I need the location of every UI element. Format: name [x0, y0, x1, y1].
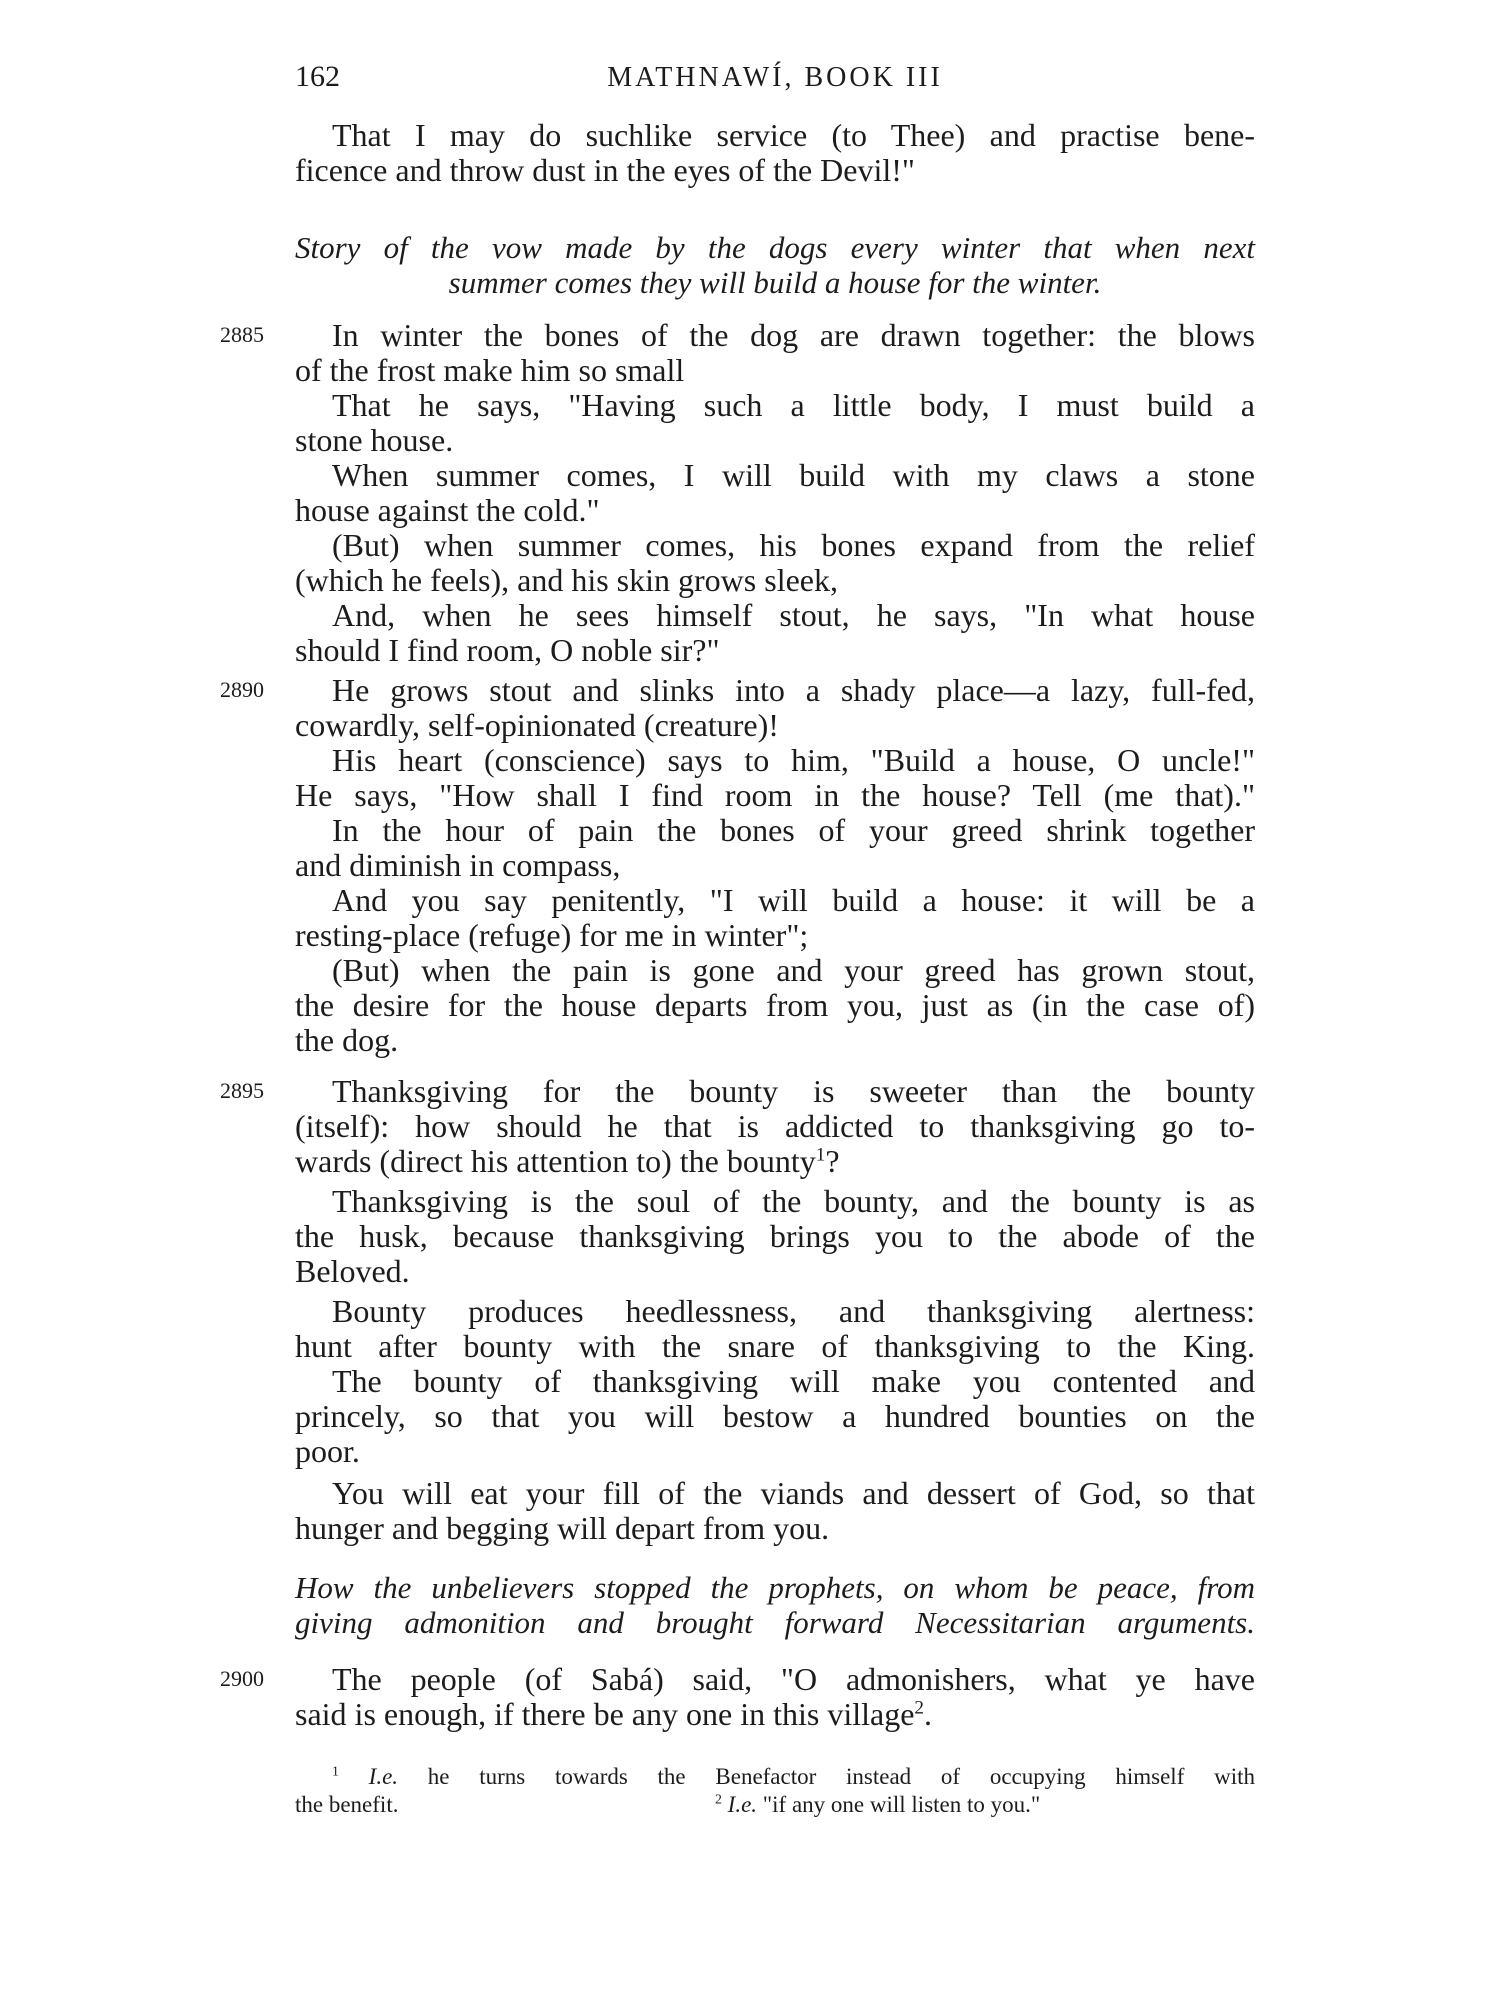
text-line: He grows stout and slinks into a shady place—a lazy, full-fed,: [332, 672, 1255, 708]
text-line: of the frost make him so small: [295, 352, 685, 388]
heading-line: Story of the vow made by the dogs every winter that when next: [295, 230, 1255, 265]
text-line: When summer comes, I will build with my claws a stone: [332, 457, 1255, 493]
text-line: And you say penitently, "I will build a house: it will be a: [332, 882, 1255, 918]
text-line: the husk, because thanksgiving brings you to the abode of the: [295, 1218, 1255, 1254]
footnote-2: [715, 1791, 1040, 1819]
text-line: hunger and begging will depart from you.: [295, 1510, 830, 1546]
text-line: hunt after bounty with the snare of thanksgiving to the King.: [295, 1328, 1255, 1364]
footnote-marker: 2: [715, 1791, 722, 1807]
text-line: That I may do suchlike service (to Thee) and practise bene-: [332, 117, 1255, 153]
text-line: should I find room, O noble sir?": [295, 632, 720, 668]
verse-number: 2885: [220, 322, 264, 347]
text-line: princely, so that you will bestow a hundred bounties on the: [295, 1398, 1255, 1434]
text-line: (itself): how should he that is addicted to thanksgiving go to-: [295, 1108, 1255, 1144]
verse-number: 2895: [220, 1078, 264, 1103]
text-line: cowardly, self-opinionated (creature)!: [295, 707, 779, 743]
footnote-text: "if any one will listen to you.": [762, 1792, 1041, 1817]
footnote-text: the benefit.: [295, 1792, 399, 1817]
text-line: Beloved.: [295, 1253, 410, 1289]
text-line: In winter the bones of the dog are drawn together: the blows: [332, 317, 1255, 353]
footnote-marker: 1: [332, 1763, 339, 1779]
heading-line: giving admonition and brought forward Necessitarian arguments.: [295, 1605, 1255, 1640]
text-line: poor.: [295, 1433, 360, 1469]
text-line: the desire for the house departs from you, just as (in the case of): [295, 987, 1255, 1023]
text-line: Thanksgiving for the bounty is sweeter than the bounty: [332, 1073, 1255, 1109]
text-segment: said is enough, if there be any one in this village: [295, 1696, 915, 1732]
text-line: said is enough, if there be any one in this village$^2$.: [295, 1696, 932, 1732]
text-line: And, when he sees himself stout, he says, "In what house: [332, 597, 1255, 633]
footnote-abbr: I.e.: [727, 1792, 758, 1817]
heading-line: summer comes they will build a house for the winter.: [448, 265, 1102, 300]
text-segment: wards (direct his attention to) the bounty: [295, 1143, 816, 1179]
heading-line: How the unbelievers stopped the prophets, on whom be peace, from: [295, 1570, 1255, 1605]
footnote-text: he turns towards the Benefactor instead of occupying himself with: [427, 1764, 1255, 1789]
text-line: wards (direct his attention to) the bounty$^1$?: [295, 1143, 840, 1179]
text-line: The bounty of thanksgiving will make you contented and: [332, 1363, 1255, 1399]
page-header: [295, 60, 1255, 110]
page-number: 162: [295, 60, 340, 93]
text-line: Bounty produces heedlessness, and thanksgiving alertness:: [332, 1293, 1255, 1329]
footnote-row: [295, 1791, 1255, 1819]
text-line: In the hour of pain the bones of your greed shrink together: [332, 812, 1255, 848]
verse-number: 2900: [220, 1666, 264, 1691]
text-line: and diminish in compass,: [295, 847, 621, 883]
text-line: stone house.: [295, 422, 454, 458]
footnote-ref[interactable]: 2: [914, 1697, 924, 1719]
text-line: resting-place (refuge) for me in winter";: [295, 917, 809, 953]
text-line: (But) when the pain is gone and your greed has grown stout,: [332, 952, 1255, 988]
footnote-abbr: I.e.: [368, 1764, 399, 1789]
text-line: You will eat your fill of the viands and dessert of God, so that: [332, 1475, 1255, 1511]
text-line: His heart (conscience) says to him, "Build a house, O uncle!": [332, 742, 1255, 778]
footnote-1: [295, 1763, 1255, 1791]
text-line: Thanksgiving is the soul of the bounty, and the bounty is as: [332, 1183, 1255, 1219]
text-line: ficence and throw dust in the eyes of the Devil!": [295, 152, 915, 188]
text-line: house against the cold.": [295, 492, 600, 528]
text-line: (which he feels), and his skin grows sleek,: [295, 562, 838, 598]
text-line: The people (of Sabá) said, "O admonishers, what ye have: [332, 1661, 1255, 1697]
footnote-ref[interactable]: 1: [815, 1144, 826, 1166]
text-line: (But) when summer comes, his bones expand from the relief: [332, 527, 1255, 563]
text-line: That he says, "Having such a little body, I must build a: [332, 387, 1255, 423]
verse-number: 2890: [220, 677, 264, 702]
text-line: He says, "How shall I find room in the house? Tell (me that).": [295, 777, 1255, 813]
running-head: MATHNAWÍ, BOOK III: [607, 62, 943, 93]
text-line: the dog.: [295, 1022, 399, 1058]
